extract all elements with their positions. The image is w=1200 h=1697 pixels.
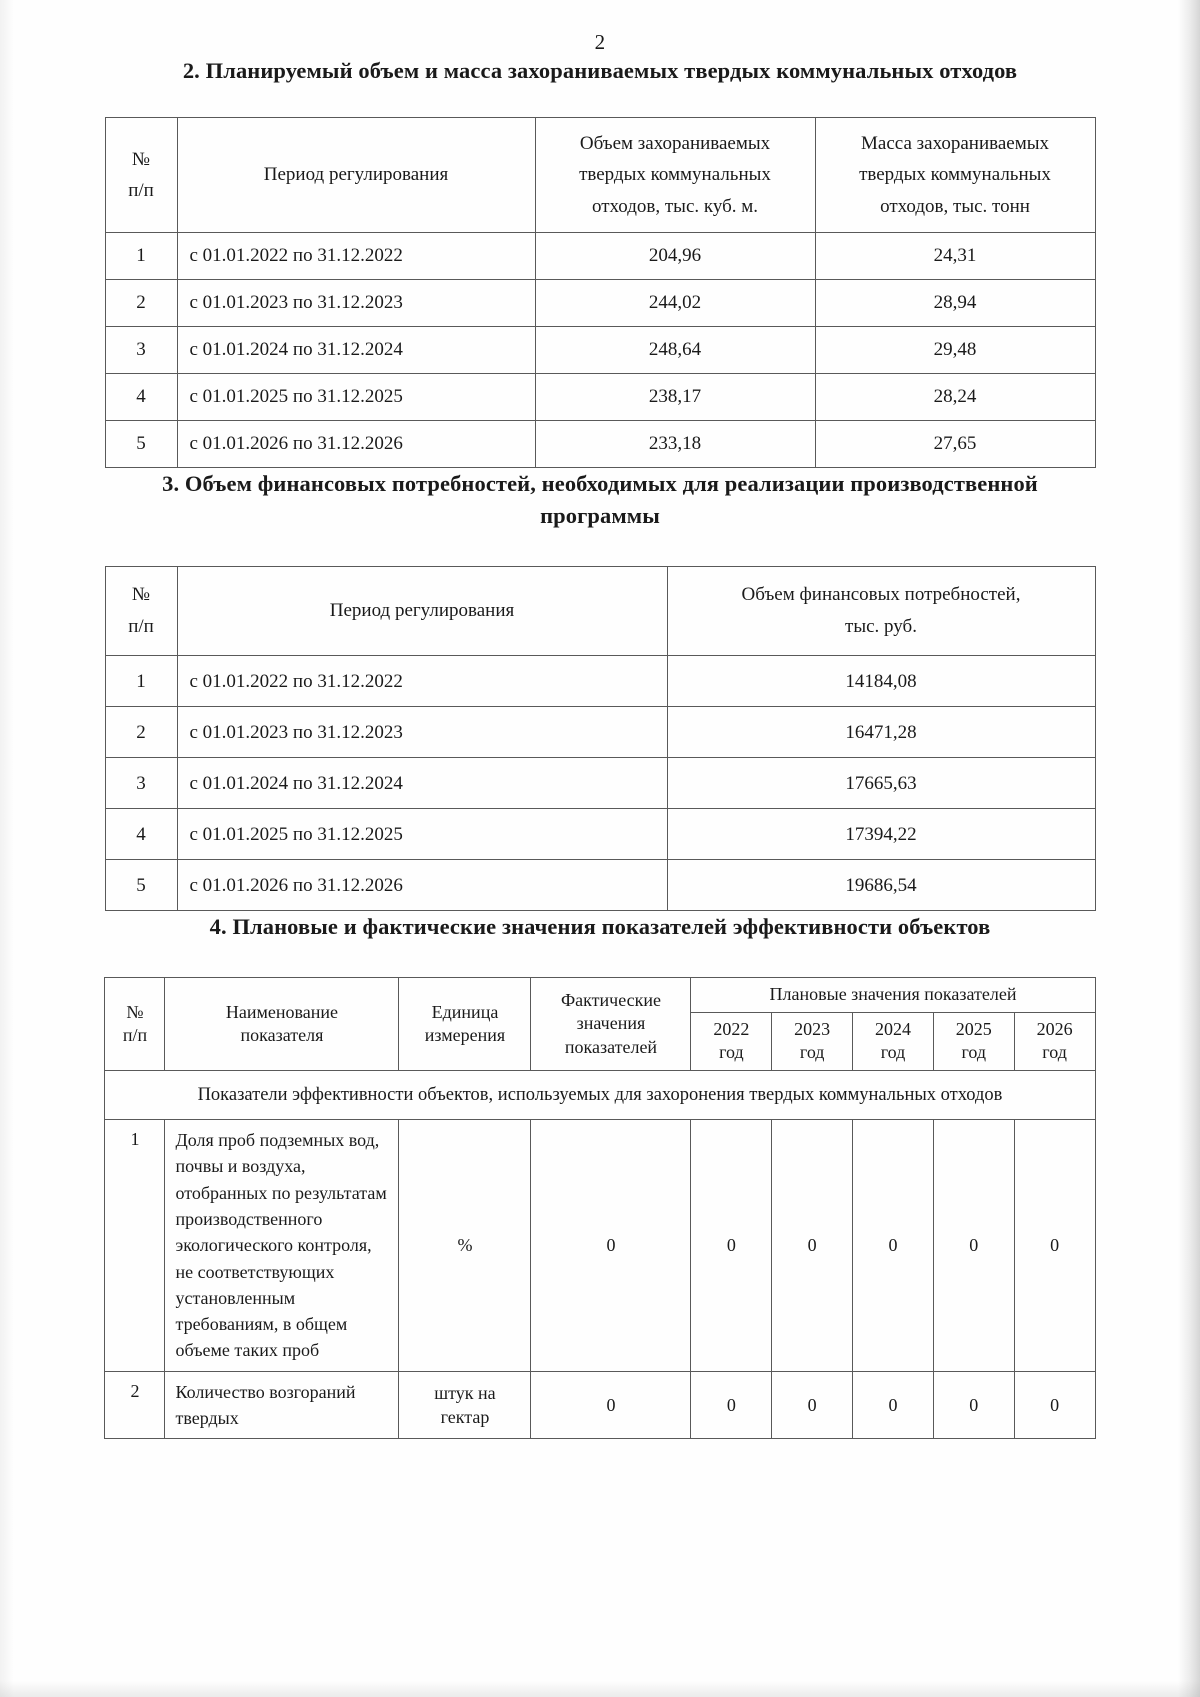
cell-mass: 28,24 xyxy=(815,373,1095,420)
header-year-word: год xyxy=(880,1042,906,1063)
group-row-label: Показатели эффективности объектов, используемых для захоронения твердых коммунальных отходов xyxy=(105,1070,1095,1120)
header-cell-indicator-name xyxy=(165,978,399,1070)
cell-period: с 01.01.2023 по 31.12.2023 xyxy=(177,279,535,326)
table-row xyxy=(105,758,1095,809)
cell-period: с 01.01.2022 по 31.12.2022 xyxy=(177,232,535,279)
header-finance-line1: Объем финансовых потребностей, xyxy=(741,583,1021,605)
header-cell-number xyxy=(105,117,177,232)
header-fact-line1: Фактические xyxy=(560,989,662,1010)
header-cell-year-2026 xyxy=(1014,1012,1095,1070)
cell-unit-line1: штук на xyxy=(434,1382,496,1403)
table-row xyxy=(105,1371,1095,1439)
cell-finance: 14184,08 xyxy=(667,656,1095,707)
header-cell-number xyxy=(105,566,177,656)
section-2-heading: 2. Планируемый объем и масса захораниваемых твердых коммунальных отходов xyxy=(182,58,1018,83)
header-mass-line1: Масса захораниваемых xyxy=(861,132,1049,154)
header-mass-line3: отходов, тыс. тонн xyxy=(880,195,1030,217)
header-unit-line1: Единица xyxy=(431,1001,499,1022)
header-number-line1: № xyxy=(131,148,151,170)
cell-unit xyxy=(399,1371,531,1439)
header-number-line2: п/п xyxy=(128,616,154,638)
cell-volume: 233,18 xyxy=(535,420,815,467)
cell-period: с 01.01.2026 по 31.12.2026 xyxy=(177,860,667,911)
cell-period: с 01.01.2024 по 31.12.2024 xyxy=(177,326,535,373)
cell-plan-2026: 0 xyxy=(1014,1371,1095,1439)
header-name-line2: показателя xyxy=(240,1024,324,1045)
cell-period: с 01.01.2025 по 31.12.2025 xyxy=(177,809,667,860)
table-row xyxy=(105,1120,1095,1371)
cell-number: 3 xyxy=(105,758,177,809)
cell-actual-value: 0 xyxy=(531,1371,691,1439)
table-row xyxy=(105,420,1095,467)
header-year-word: год xyxy=(1042,1042,1067,1063)
header-volume-line3: отходов, тыс. куб. м. xyxy=(591,195,759,217)
cell-period: с 01.01.2022 по 31.12.2022 xyxy=(177,656,667,707)
cell-finance: 16471,28 xyxy=(667,707,1095,758)
header-volume-line1: Объем захораниваемых xyxy=(579,132,771,154)
cell-number: 5 xyxy=(105,860,177,911)
cell-number: 1 xyxy=(105,232,177,279)
table-financial-needs xyxy=(105,566,1096,912)
header-year-word: год xyxy=(799,1042,825,1063)
header-volume-line2: твердых коммунальных xyxy=(579,164,771,186)
header-cell-year-2022 xyxy=(691,1012,772,1070)
cell-plan-2025: 0 xyxy=(933,1120,1014,1371)
cell-period: с 01.01.2024 по 31.12.2024 xyxy=(177,758,667,809)
table-row xyxy=(105,326,1095,373)
header-cell-unit xyxy=(399,978,531,1070)
cell-number: 1 xyxy=(105,1120,165,1371)
cell-number: 5 xyxy=(105,420,177,467)
cell-plan-2024: 0 xyxy=(853,1371,934,1439)
cell-finance: 19686,54 xyxy=(667,860,1095,911)
header-year-number: 2026 xyxy=(1036,1018,1073,1039)
cell-volume: 248,64 xyxy=(535,326,815,373)
cell-unit: % xyxy=(399,1120,531,1371)
cell-number: 2 xyxy=(105,707,177,758)
cell-mass: 24,31 xyxy=(815,232,1095,279)
table-row xyxy=(105,809,1095,860)
header-unit-line2: измерения xyxy=(424,1024,506,1045)
table-body xyxy=(105,232,1095,467)
table-volume-and-mass xyxy=(105,117,1096,468)
cell-mass: 28,94 xyxy=(815,279,1095,326)
cell-indicator-name: Доля проб подземных вод, почвы и воздуха, отобранных по результатам производственного экологического контроля, не соответствующих установленным требованиям, в общем объеме таких проб xyxy=(165,1120,399,1371)
table-header xyxy=(105,566,1095,656)
cell-period: с 01.01.2023 по 31.12.2023 xyxy=(177,707,667,758)
cell-actual-value: 0 xyxy=(531,1120,691,1371)
section-3-heading: 3. Объем финансовых потребностей, необходимых для реализации производственной программы xyxy=(162,470,1038,528)
cell-plan-2023: 0 xyxy=(772,1371,853,1439)
table-header-row xyxy=(105,117,1095,232)
cell-plan-2022: 0 xyxy=(691,1371,772,1439)
header-cell-finance xyxy=(667,566,1095,656)
header-cell-year-2023 xyxy=(772,1012,853,1070)
header-cell-period: Период регулирования xyxy=(177,117,535,232)
header-finance-line2: тыс. руб. xyxy=(845,616,917,638)
cell-unit-line2: гектар xyxy=(440,1406,490,1427)
header-cell-period: Период регулирования xyxy=(177,566,667,656)
table-row xyxy=(105,373,1095,420)
header-cell-volume xyxy=(535,117,815,232)
header-cell-year-2024 xyxy=(853,1012,934,1070)
header-cell-year-2025 xyxy=(933,1012,1014,1070)
cell-plan-2024: 0 xyxy=(853,1120,934,1371)
table-row xyxy=(105,707,1095,758)
table-group-row xyxy=(105,1070,1095,1120)
cell-volume: 244,02 xyxy=(535,279,815,326)
header-fact-line3: показателей xyxy=(564,1036,658,1057)
table-row xyxy=(105,279,1095,326)
cell-plan-2026: 0 xyxy=(1014,1120,1095,1371)
table-efficiency-indicators xyxy=(104,977,1095,1439)
header-year-number: 2024 xyxy=(874,1018,911,1039)
header-cell-mass xyxy=(815,117,1095,232)
cell-mass: 29,48 xyxy=(815,326,1095,373)
header-cell-number xyxy=(105,978,165,1070)
header-cell-planned-values: Плановые значения показателей xyxy=(691,978,1095,1012)
header-cell-actual-values xyxy=(531,978,691,1070)
header-number-line1: № xyxy=(126,1001,144,1022)
cell-mass: 27,65 xyxy=(815,420,1095,467)
table-header-row xyxy=(105,566,1095,656)
page-number: 2 xyxy=(594,30,606,54)
header-number-line2: п/п xyxy=(128,179,154,201)
header-number-line2: п/п xyxy=(122,1024,148,1045)
section-4-heading: 4. Плановые и фактические значения показателей эффективности объектов xyxy=(209,914,991,940)
header-fact-line2: значения xyxy=(576,1013,646,1034)
header-year-word: год xyxy=(961,1042,987,1063)
table-body xyxy=(105,1070,1095,1439)
scan-edge-shadow-bottom xyxy=(0,1681,1200,1697)
table-body xyxy=(105,656,1095,911)
table-row xyxy=(105,656,1095,707)
cell-volume: 204,96 xyxy=(535,232,815,279)
header-name-line1: Наименование xyxy=(225,1001,339,1022)
header-year-number: 2025 xyxy=(955,1018,992,1039)
cell-number: 3 xyxy=(105,326,177,373)
header-year-word: год xyxy=(719,1042,744,1063)
table-header xyxy=(105,978,1095,1070)
header-year-number: 2022 xyxy=(713,1018,750,1039)
cell-plan-2025: 0 xyxy=(933,1371,1014,1439)
table-row xyxy=(105,232,1095,279)
cell-plan-2023: 0 xyxy=(772,1120,853,1371)
header-number-line1: № xyxy=(131,583,151,605)
table-header xyxy=(105,117,1095,232)
cell-volume: 238,17 xyxy=(535,373,815,420)
cell-plan-2022: 0 xyxy=(691,1120,772,1371)
cell-period: с 01.01.2026 по 31.12.2026 xyxy=(177,420,535,467)
table-row xyxy=(105,860,1095,911)
table-header-row-top xyxy=(105,978,1095,1012)
cell-number: 4 xyxy=(105,809,177,860)
cell-number: 2 xyxy=(105,279,177,326)
cell-number: 1 xyxy=(105,656,177,707)
header-year-number: 2023 xyxy=(794,1018,831,1039)
cell-number: 2 xyxy=(105,1371,165,1439)
header-mass-line2: твердых коммунальных xyxy=(859,164,1051,186)
cell-finance: 17665,63 xyxy=(667,758,1095,809)
cell-finance: 17394,22 xyxy=(667,809,1095,860)
cell-period: с 01.01.2025 по 31.12.2025 xyxy=(177,373,535,420)
cell-number: 4 xyxy=(105,373,177,420)
cell-indicator-name: Количество возгораний твердых xyxy=(165,1371,399,1439)
